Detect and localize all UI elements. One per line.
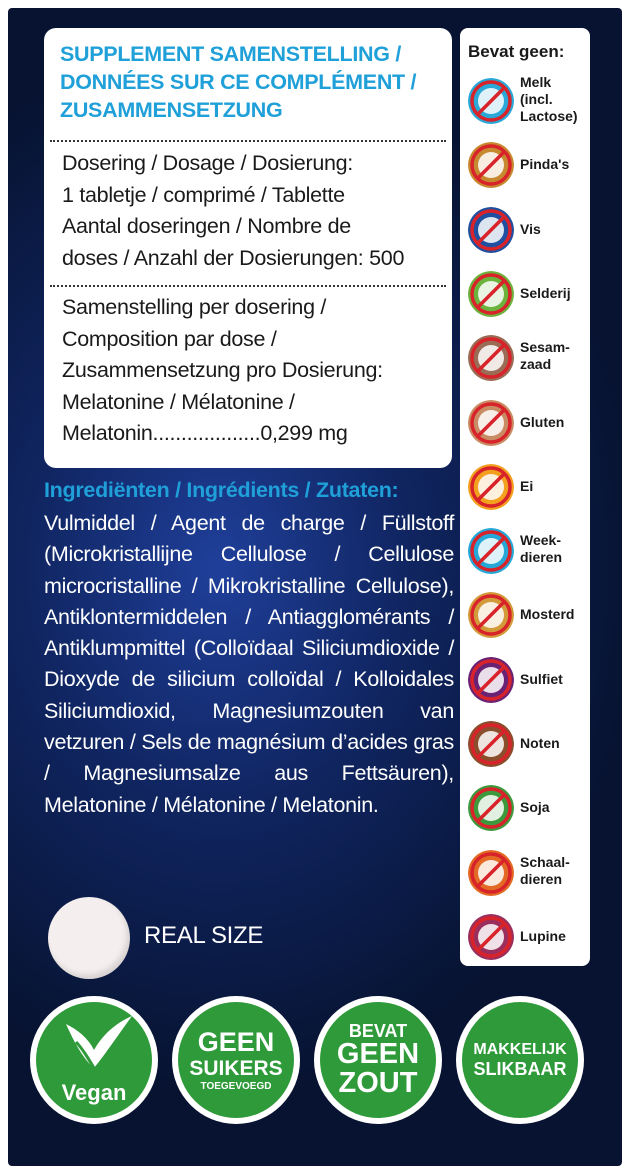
sulphite-icon (468, 657, 514, 703)
vegan-label: Vegan (61, 1080, 127, 1105)
sesame-icon (468, 335, 514, 381)
mustard-icon (468, 592, 514, 638)
easy-swallow-badge (456, 996, 584, 1124)
allergen-label: Vis (520, 220, 541, 237)
ingredients-text: Vulmiddel / Agent de charge / Füllstoff (Microkristallijne Cellulose / Cellulose microcristalline / Mikrokristalline Cellulose), Antiklontermiddelen / Antiagglomérants / Antiklumpmittel (Colloïdaal Siliciumdioxide / Dioxyde de silicium colloïdal / Kolloidales Siliciumdioxid, Magnesiumzouten van vetzuren / Sels de magnésium d’acides gras / Magnesiumsalze aus Fettsäuren), Melatonine / Mélatonine / Melatonin. (44, 511, 454, 817)
real-size-label: REAL SIZE (144, 922, 264, 949)
supplement-title: SUPPLEMENT SAMENSTELLING / DONNÉES SUR CE COMPLÉMENT / ZUSAMMENSETZUNG (60, 42, 417, 122)
allergen-item (468, 850, 588, 900)
allergen-label: Mosterd (520, 606, 575, 623)
divider (50, 285, 446, 287)
allergen-item (468, 592, 588, 642)
badge-line: MAKKELIJK (473, 1041, 567, 1058)
salt-free-badge (314, 996, 442, 1124)
allergen-label: Sesam- zaad (520, 339, 570, 373)
sugar-free-badge (172, 996, 300, 1124)
allergen-item (468, 271, 588, 321)
product-label-panel (8, 8, 622, 1166)
allergen-item (468, 914, 588, 964)
milk-icon (468, 78, 514, 124)
peanut-icon (468, 142, 514, 188)
allergen-label: Lupine (520, 927, 566, 944)
badge-line: ZOUT (338, 1067, 418, 1099)
allergen-item (468, 528, 588, 578)
allergen-label: Selderij (520, 284, 571, 301)
ingredients-heading: Ingrediënten / Ingrédients / Zutaten: (44, 478, 399, 502)
soy-icon (468, 785, 514, 831)
badge-line: SLIKBAAR (473, 1059, 567, 1079)
egg-icon (468, 464, 514, 510)
lupin-icon (468, 914, 514, 960)
allergen-panel (460, 28, 590, 966)
badge-line: TOEGEVOEGD (200, 1080, 272, 1092)
dosage-info: Dosering / Dosage / Dosierung: 1 tabletje / comprimé / Tablette Aantal doseringen / Nombre de doses / Anzahl der Dosierungen: 500 (62, 151, 405, 270)
nuts-icon (468, 721, 514, 767)
vegan-badge (30, 996, 158, 1124)
fish-icon (468, 207, 514, 253)
allergen-item (468, 74, 588, 128)
supplement-facts-box (44, 28, 452, 468)
badge-line: GEEN (197, 1026, 275, 1057)
allergen-label: Ei (520, 477, 534, 494)
badge-line: GEEN (336, 1038, 420, 1070)
allergen-label: Schaal- dieren (520, 853, 570, 887)
allergen-label: Soja (520, 799, 550, 816)
allergen-item (468, 785, 588, 835)
allergen-item (468, 400, 588, 450)
crustacean-icon (468, 850, 514, 896)
allergen-item (468, 207, 588, 257)
allergen-label: Week- dieren (520, 532, 563, 566)
badge-line: BEVAT (348, 1021, 408, 1041)
gluten-icon (468, 400, 514, 446)
divider (50, 140, 446, 142)
allergen-item (468, 335, 588, 385)
allergen-label: Melk (incl. Lactose) (520, 74, 578, 124)
celery-icon (468, 271, 514, 317)
allergen-item (468, 721, 588, 771)
allergen-label: Pinda's (520, 156, 570, 173)
allergen-item (468, 142, 588, 192)
allergen-item (468, 657, 588, 707)
allergen-item (468, 464, 588, 514)
tablet-image (48, 897, 130, 979)
composition-info: Samenstelling per dosering / Composition par dose / Zusammensetzung pro Dosierung: Melatonine / Mélatonine / Melatonin...................0,299 mg (62, 295, 383, 445)
allergen-title: Bevat geen: (468, 42, 565, 61)
badge-line: SUIKERS (189, 1056, 283, 1080)
mollusc-icon (468, 528, 514, 574)
allergen-label: Noten (520, 735, 560, 751)
allergen-label: Gluten (520, 413, 565, 430)
allergen-label: Sulfiet (520, 670, 563, 687)
